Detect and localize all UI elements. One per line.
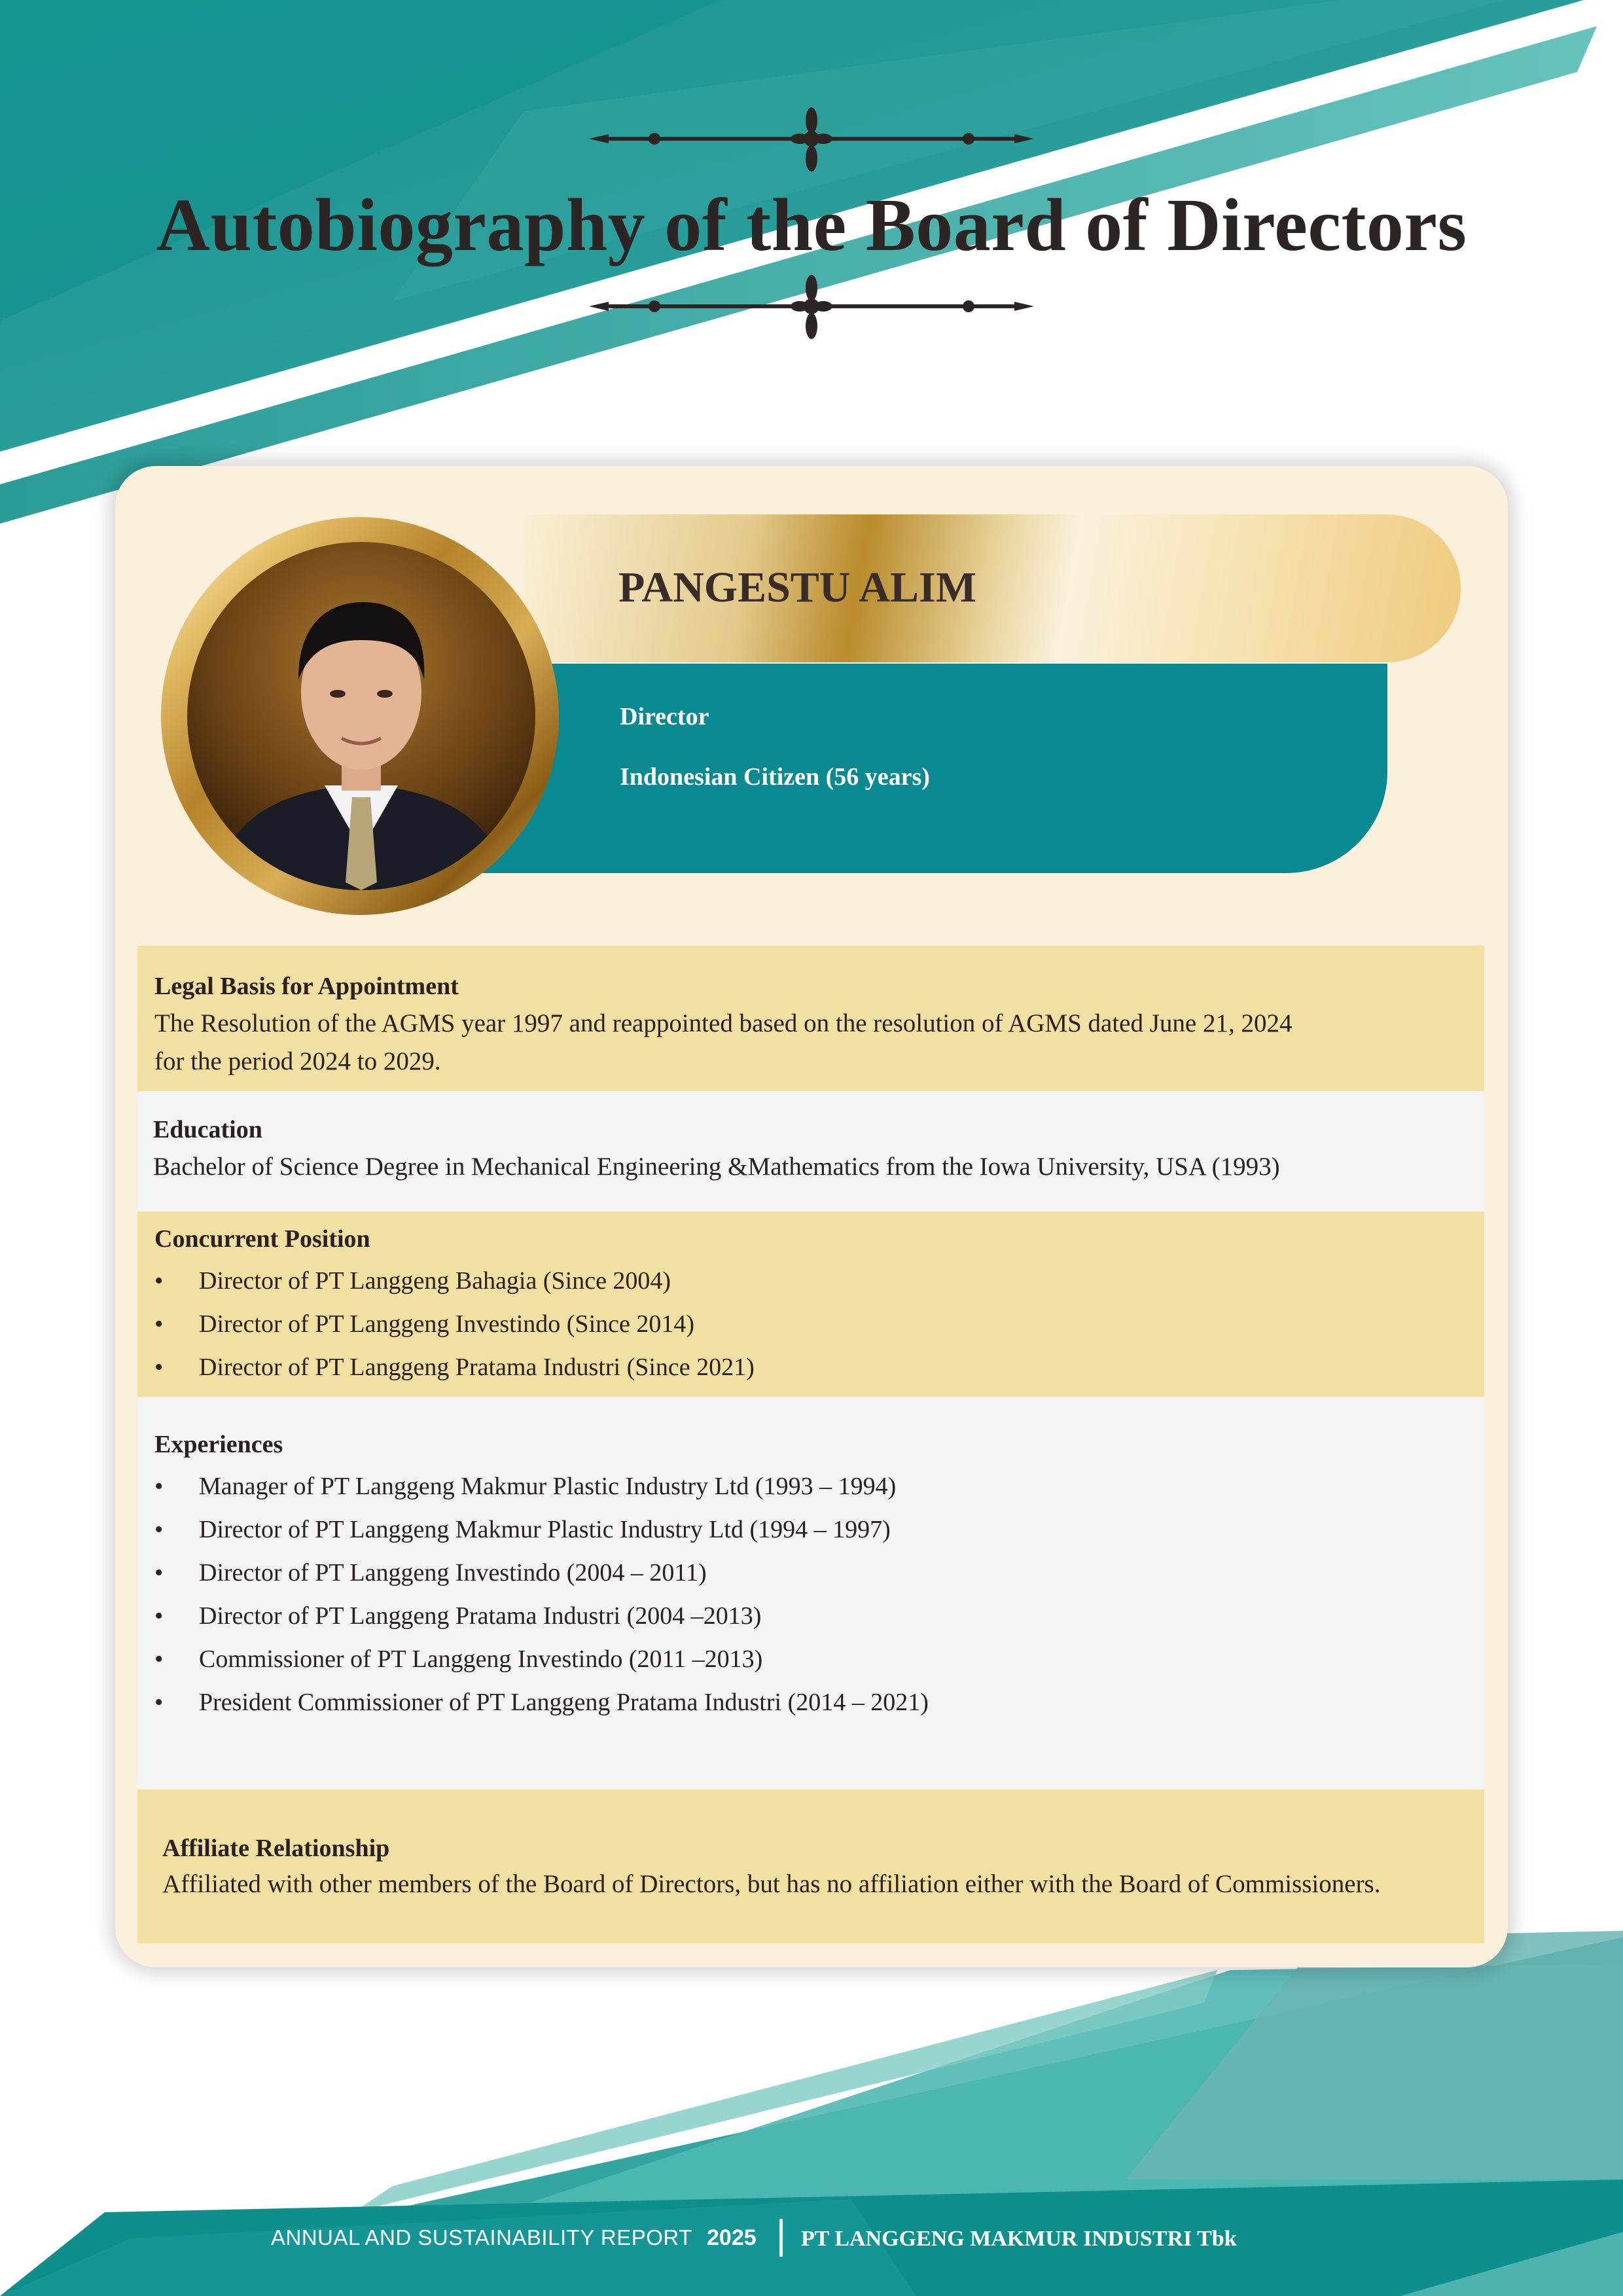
- education-heading: Education: [153, 1116, 262, 1143]
- page-footer: [0, 2225, 1623, 2265]
- bullet-icon: •: [154, 1602, 164, 1630]
- section-education: [137, 1092, 1484, 1211]
- legal-basis-heading: Legal Basis for Appointment: [154, 973, 459, 1000]
- section-concurrent-position: Concurrent Position • Director of PT Langgeng Bahagia (Since 2004) • Director of PT Langgeng Investindo (Since 2014) • Director of PT Langgeng Pratama Industri (Since 2021): [137, 1211, 1484, 1397]
- bullet-icon: •: [154, 1516, 164, 1543]
- bullet-icon: •: [154, 1645, 164, 1673]
- section-affiliate-relationship: [137, 1789, 1484, 1943]
- director-citizenship: Indonesian Citizen (56 years): [620, 763, 930, 791]
- bullet-icon: •: [154, 1354, 164, 1381]
- section-experiences: Experiences • Manager of PT Langgeng Makmur Plastic Industry Ltd (1993 – 1994) • Director of PT Langgeng Makmur Plastic Industry Ltd (1994 – 1997) • Director of PT Langgeng Investindo (2004 – 2011) • Director of PT Langgeng Pratama Industri (2004 –2013) • Commissioner of PT Langgeng Investindo (2011 –2013) • President Commissioner of PT Langgeng Pratama Industri (2014 – 2021): [137, 1397, 1484, 1790]
- legal-basis-line: for the period 2024 to 2029.: [154, 1047, 441, 1075]
- director-photo: [187, 542, 535, 890]
- bullet-icon: •: [154, 1559, 164, 1587]
- footer-company: PT LANGGENG MAKMUR INDUSTRI Tbk: [801, 2227, 1237, 2251]
- affiliate-text: Affiliated with other members of the Board of Directors, but has no affiliation either with the Board of Commissioners.: [162, 1870, 1381, 1898]
- title-ornament-bottom: [589, 274, 1034, 339]
- director-name: PANGESTU ALIM: [618, 564, 977, 611]
- affiliate-heading: Affiliate Relationship: [162, 1835, 390, 1862]
- director-position: Director: [620, 703, 709, 730]
- education-text: Bachelor of Science Degree in Mechanical Engineering &Mathematics from the Iowa University, USA (1993): [153, 1153, 1280, 1181]
- title-ornament-top: [589, 106, 1034, 171]
- concurrent-heading: Concurrent Position: [154, 1225, 370, 1253]
- bullet-icon: •: [154, 1473, 164, 1500]
- page-title: Autobiography of the Board of Directors: [156, 183, 1467, 266]
- footer-divider: [779, 2219, 783, 2257]
- legal-basis-line: The Resolution of the AGMS year 1997 and reappointed based on the resolution of AGMS dated June 21, 2024: [154, 1009, 1293, 1037]
- experiences-heading: Experiences: [154, 1431, 283, 1458]
- bullet-icon: •: [154, 1267, 164, 1295]
- bullet-icon: •: [154, 1689, 164, 1716]
- info-banner: [481, 664, 1387, 873]
- bullet-icon: •: [154, 1310, 164, 1338]
- footer-year: 2025: [707, 2225, 757, 2250]
- footer-report-label: ANNUAL AND SUSTAINABILITY REPORT: [271, 2225, 692, 2250]
- section-legal-basis: [137, 946, 1484, 1091]
